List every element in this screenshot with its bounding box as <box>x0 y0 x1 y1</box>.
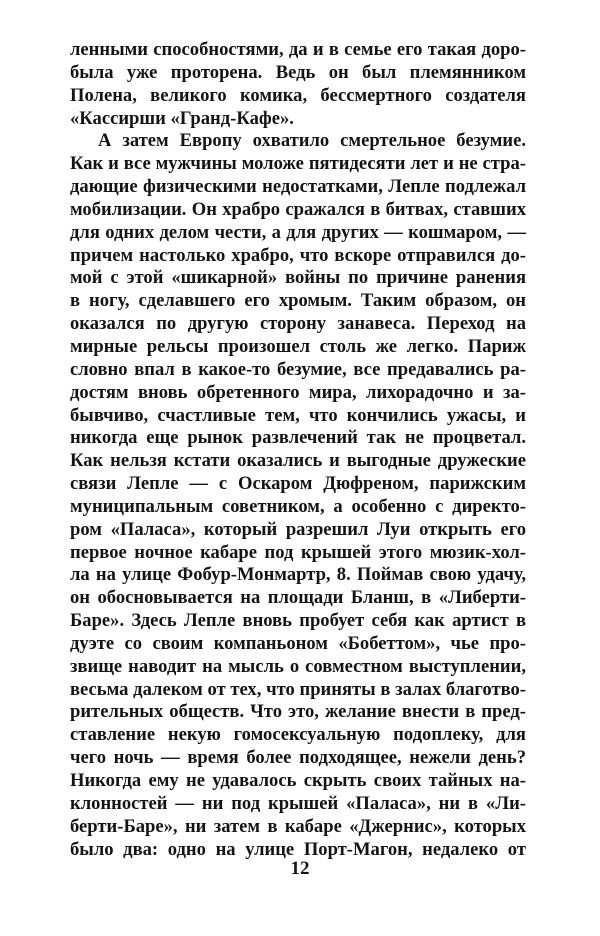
text-line: ла на улице Фобур-Монмартр, 8. Поймав свою удачу, <box>70 564 526 586</box>
text-line: А затем Европу охватило смертельное безумие. <box>98 130 526 152</box>
text-line: мобилизации. Он храбро сражался в битвах, ставших <box>70 198 526 220</box>
text-line: муниципальным советником, а особенно с директо- <box>70 495 526 517</box>
text-line: связи Лепле — с Оскаром Дюфреном, парижским <box>70 473 526 495</box>
text-line: мой с этой «шикарной» войны по причине ранения <box>70 267 526 289</box>
text-line: бывчиво, счастливые тем, что кончились ужасы, и <box>70 404 526 426</box>
text-line: было два: одно на улице Порт-Магон, недалеко от <box>70 838 526 860</box>
text-line: Как нельзя кстати оказались и выгодные дружеские <box>70 450 526 472</box>
text-line: мирные рельсы произошел столь же легко. Париж <box>70 335 526 357</box>
text-line: ставление некую гомосексуальную подоплеку, для <box>70 724 526 746</box>
text-line: оказался по другую сторону занавеса. Переход на <box>70 313 526 335</box>
text-line: в ногу, сделавшего его хромым. Таким образом, он <box>70 290 526 312</box>
text-line: Как и все мужчины моложе пятидесяти лет и не стра- <box>70 153 526 175</box>
text-line: ром «Паласа», который разрешил Луи открыть его <box>70 518 526 540</box>
text-line: Полена, великого комика, бессмертного создателя <box>70 84 526 106</box>
text-line: была уже проторена. Ведь он был племянником <box>70 61 526 83</box>
text-line: ленными способностями, да и в семье его такая доро- <box>70 39 526 60</box>
text-line: рительных обществ. Что это, желание внести в пред- <box>70 701 526 723</box>
text-line: достям вновь обретенного мира, лихорадочно и за- <box>70 381 526 403</box>
text-line: никогда еще рынок развлечений так не процветал. <box>70 427 526 449</box>
text-line: причем настолько храбро, что вскоре отправился до- <box>70 244 526 266</box>
text-line: для одних делом чести, а для других — кошмаром, — <box>70 221 526 243</box>
text-line: чего ночь — время более подходящее, нежели день? <box>70 747 526 769</box>
body-text <box>70 39 526 861</box>
text-line: звище наводит на мысль о совместном выступлении, <box>70 655 526 677</box>
text-line: дающие физическими недостатками, Лепле подлежал <box>70 176 526 198</box>
text-line: дуэте со своим компаньоном «Бобеттом», чье про- <box>70 632 526 654</box>
text-line: Баре». Здесь Лепле вновь пробует себя как артист в <box>70 610 526 632</box>
page-number: 12 <box>290 858 310 879</box>
text-line: он обосновывается на площади Бланш, в «Либерти- <box>70 587 526 609</box>
text-line: «Кассирши «Гранд-Кафе». <box>70 107 294 129</box>
text-line: берти-Баре», ни затем в кабаре «Джернис», которых <box>70 815 526 837</box>
text-line: клонностей — ни под крышей «Паласа», ни в «Ли- <box>70 792 526 814</box>
text-line: Никогда ему не удавалось скрыть своих тайных на- <box>70 770 526 791</box>
text-line: весьма далеком от тех, что приняты в залах благотво- <box>70 678 526 700</box>
text-line: словно впал в какое-то безумие, все предавались ра- <box>70 358 526 380</box>
text-line: первое ночное кабаре под крышей этого мюзик-хол- <box>70 541 526 563</box>
